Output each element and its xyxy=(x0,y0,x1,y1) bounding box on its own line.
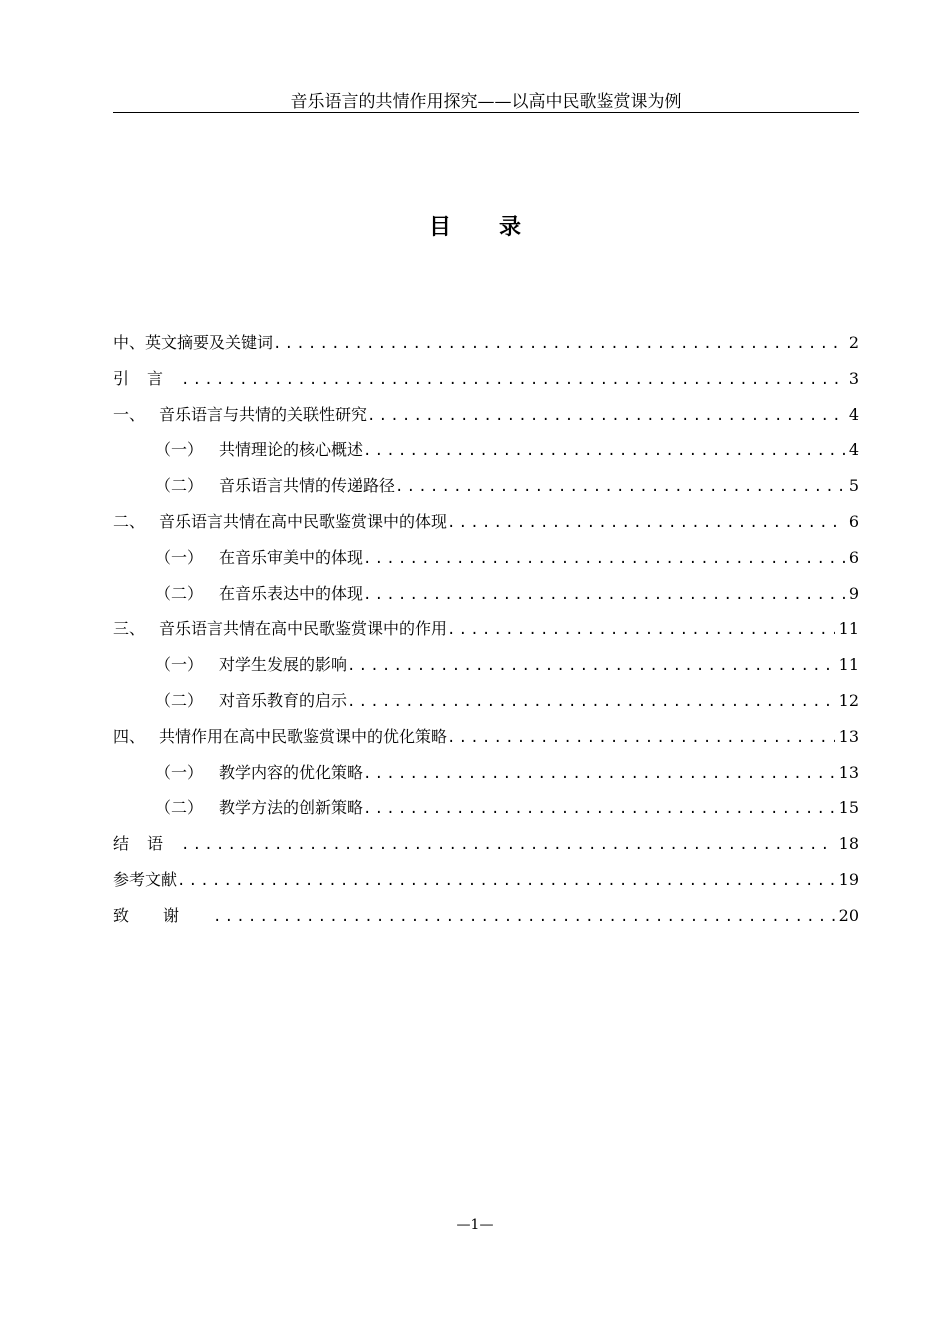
toc-dot-leader xyxy=(363,578,845,614)
toc-entry-number: （一） xyxy=(155,440,204,460)
toc-entry-number: （二） xyxy=(155,690,204,710)
toc-entry[interactable] xyxy=(113,397,859,433)
toc-entry-text: 对音乐教育的启示 xyxy=(219,690,348,710)
toc-entry-text: 教学内容的优化策略 xyxy=(219,762,364,782)
toc-entry-number: （二） xyxy=(155,476,204,496)
toc-entry-page: 11 xyxy=(838,619,859,639)
toc-entry-page: 3 xyxy=(848,368,859,388)
toc-entry-text: 参考文献 xyxy=(113,869,178,889)
running-header-title: 音乐语言的共情作用探究——以高中民歌鉴赏课为例 xyxy=(290,92,682,112)
toc-dot-leader xyxy=(213,900,835,936)
toc-entry[interactable] xyxy=(113,504,859,540)
toc-subentry[interactable] xyxy=(113,576,859,612)
toc-entry-text: 对学生发展的影响 xyxy=(219,655,348,675)
toc-entry-number: 一、 xyxy=(113,404,146,424)
toc-dot-leader xyxy=(363,434,845,470)
toc-entry-text: 结语 xyxy=(113,834,182,854)
toc-entry-text: 引言 xyxy=(113,368,182,388)
toc-dot-leader xyxy=(177,864,835,900)
toc-entry[interactable] xyxy=(113,862,859,898)
toc-entry-text: 在音乐表达中的体现 xyxy=(219,583,364,603)
toc-dot-leader xyxy=(347,649,835,685)
toc-entry-page: 4 xyxy=(848,404,859,424)
toc-entry-text: 致谢 xyxy=(113,905,214,925)
toc-entry-text: 中、英文摘要及关键词 xyxy=(113,333,274,352)
toc-subentry[interactable] xyxy=(113,790,859,826)
header-divider xyxy=(113,112,859,113)
toc-entry[interactable] xyxy=(113,898,859,934)
toc-entry-page: 6 xyxy=(848,511,859,531)
toc-subentry[interactable] xyxy=(113,647,859,683)
toc-entry[interactable] xyxy=(113,826,859,862)
toc-subentry[interactable] xyxy=(113,755,859,791)
toc-subentry[interactable] xyxy=(113,683,859,719)
toc-entry-text: 音乐语言共情在高中民歌鉴赏课中的体现 xyxy=(159,511,448,531)
toc-dot-leader xyxy=(367,399,845,435)
toc-entry-number: （一） xyxy=(155,547,204,567)
toc-dot-leader xyxy=(447,721,835,757)
toc-subentry[interactable] xyxy=(113,540,859,576)
toc-entry[interactable] xyxy=(113,325,859,361)
toc-entry-page: 18 xyxy=(838,834,859,854)
toc-entry-page: 20 xyxy=(838,905,859,925)
toc-entry-text: 教学方法的创新策略 xyxy=(219,798,364,818)
toc-entry-page: 15 xyxy=(838,798,859,818)
toc-dot-leader xyxy=(181,828,835,864)
toc-entry-text: 在音乐审美中的体现 xyxy=(219,547,364,567)
toc-entry-text: 音乐语言共情的传递路径 xyxy=(219,476,396,496)
toc-entry[interactable] xyxy=(113,361,859,397)
toc-entry-page: 2 xyxy=(848,333,859,352)
toc-entry-number: （一） xyxy=(155,655,204,675)
toc-dot-leader xyxy=(363,542,845,578)
toc-dot-leader xyxy=(181,363,845,399)
toc-entry-number: 四、 xyxy=(113,726,146,746)
toc-title: 目录 xyxy=(428,214,569,240)
toc-dot-leader xyxy=(273,327,845,363)
toc-dot-leader xyxy=(447,613,835,649)
toc-entry-page: 4 xyxy=(848,440,859,460)
toc-entry-page: 13 xyxy=(838,762,859,782)
toc-dot-leader xyxy=(347,685,835,721)
toc-entry[interactable] xyxy=(113,611,859,647)
toc-entry-number: 三、 xyxy=(113,619,146,639)
toc-entry-page: 13 xyxy=(838,726,859,746)
toc-dot-leader xyxy=(395,470,845,506)
toc-entry-page: 9 xyxy=(848,583,859,603)
toc-entry-page: 11 xyxy=(838,655,859,675)
toc-entry-number: （一） xyxy=(155,762,204,782)
toc-entry-number: （二） xyxy=(155,583,204,603)
toc-entry[interactable] xyxy=(113,719,859,755)
table-of-contents xyxy=(113,325,859,934)
toc-entry-number: 二、 xyxy=(113,511,146,531)
toc-dot-leader xyxy=(363,792,835,828)
toc-subentry[interactable] xyxy=(113,468,859,504)
toc-dot-leader xyxy=(447,506,845,542)
toc-entry-page: 19 xyxy=(838,869,859,889)
page-number: —1— xyxy=(456,1217,494,1233)
toc-entry-page: 6 xyxy=(848,547,859,567)
toc-entry-text: 音乐语言共情在高中民歌鉴赏课中的作用 xyxy=(159,619,448,639)
toc-entry-page: 5 xyxy=(848,476,859,496)
toc-subentry[interactable] xyxy=(113,432,859,468)
toc-entry-number: （二） xyxy=(155,798,204,818)
toc-dot-leader xyxy=(363,757,835,793)
toc-entry-text: 音乐语言与共情的关联性研究 xyxy=(159,404,368,424)
toc-entry-text: 共情作用在高中民歌鉴赏课中的优化策略 xyxy=(159,726,448,746)
toc-entry-text: 共情理论的核心概述 xyxy=(219,440,364,460)
toc-entry-page: 12 xyxy=(838,690,859,710)
